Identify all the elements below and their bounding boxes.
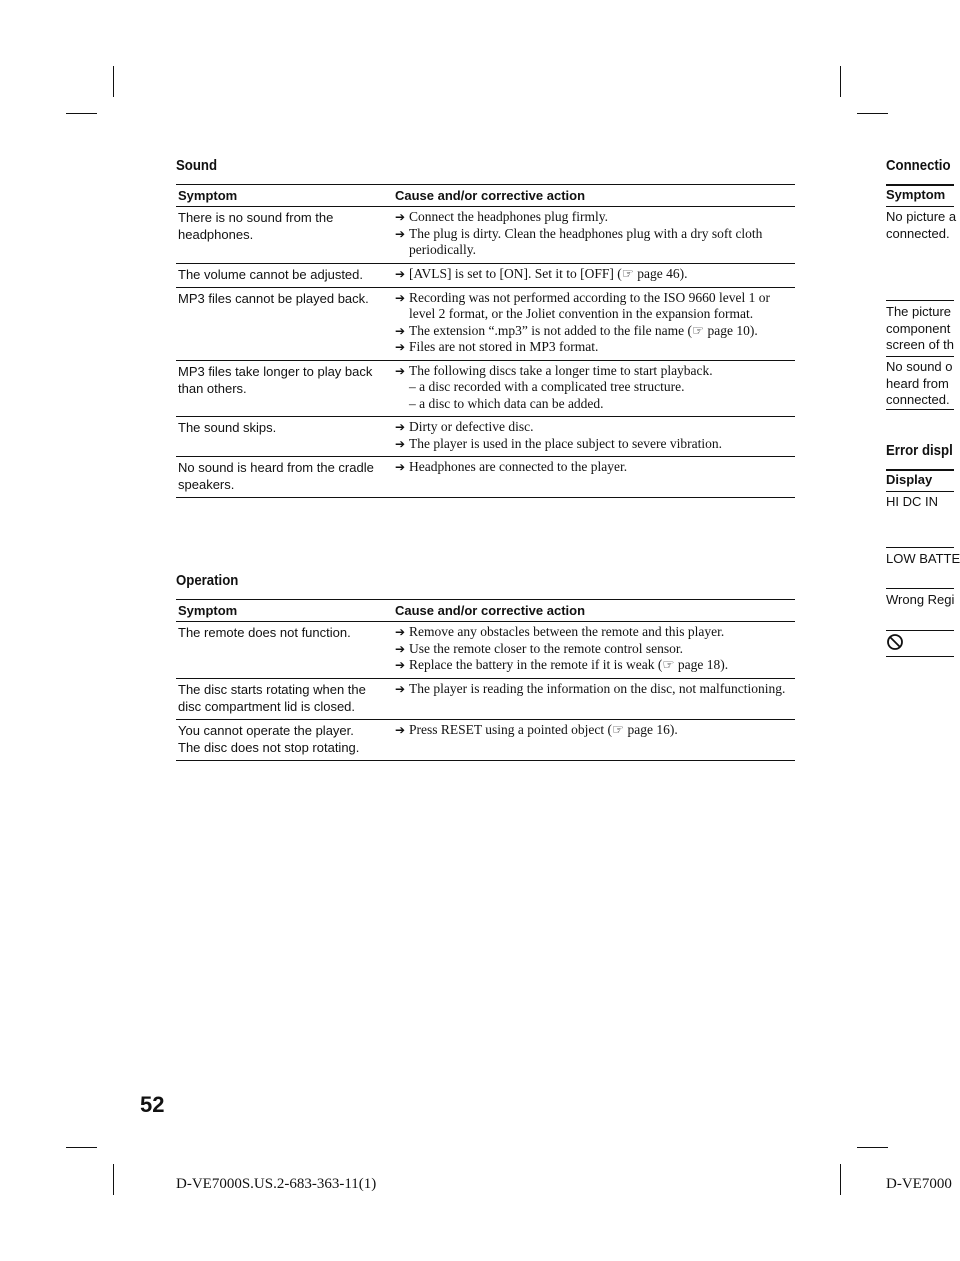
symptom-text: disc compartment lid is closed. [178,698,356,714]
action-text: Dirty or defective disc. [409,419,534,434]
symptom-text: The remote does not function. [178,625,351,640]
table-rule [886,469,954,471]
symptom-text: headphones. [178,227,254,242]
page-number: 52 [140,1092,165,1117]
table-rule [886,656,954,657]
arrow-icon: ➔ [395,210,406,224]
table-row [176,678,795,719]
crop-mark [66,113,97,114]
table-row [176,287,795,360]
symptom-text: MP3 files cannot be played back. [178,290,369,306]
symptom-text: speakers. [178,477,235,492]
symptom-text: The sound skips. [178,420,277,435]
arrow-icon: ➔ [395,363,406,378]
cell-line: No sound o [886,359,953,374]
arrow-icon: ➔ [395,323,406,338]
cell-line: connected. [886,392,950,407]
arrow-icon: ➔ [395,226,406,241]
action-sub-item: – a disc recorded with a complicated tree structure. [409,379,685,394]
table-row [176,207,795,264]
connection-section-title: Connectio [886,157,951,174]
action-text: Remove any obstacles between the remote and this player. [409,624,725,639]
right-conn-cell-2 [886,304,954,354]
error-display-section-title: Error displ [886,442,953,459]
action-item [395,681,793,698]
action-item [395,266,793,283]
symptom-text: The disc does not stop rotating. [178,739,360,755]
action-column-header: Cause and/or corrective action [393,600,795,622]
action-item [395,657,793,674]
table-rule [886,491,954,492]
symptom-text: No sound is heard from the cradle [178,460,374,475]
action-sub-item: – a disc to which data can be added. [409,395,604,411]
table-rule [886,409,954,410]
right-conn-cell-1 [886,209,956,242]
symptom-cell [176,417,393,457]
symptom-text: than others. [178,380,247,396]
action-text: The player is reading the information on the disc, not malfunctioning. [409,680,786,696]
crop-mark [857,113,888,114]
right-symptom-header: Symptom [886,187,946,202]
sound-section-title: Sound [176,157,218,174]
action-item [395,436,793,453]
table-rule [886,588,954,589]
symptom-cell [176,287,393,360]
action-item [395,209,793,226]
cell-line: component [886,320,951,336]
arrow-icon: ➔ [395,625,406,639]
sound-troubleshooting-table [176,184,795,498]
arrow-icon: ➔ [395,436,406,451]
symptom-text: The disc starts rotating when the [178,681,366,697]
table-row [176,417,795,457]
cell-line: connected. [886,225,950,241]
action-cell [393,207,795,264]
table-row [176,263,795,287]
action-item [395,419,793,436]
footer-document-code-right: D-VE7000 [886,1176,952,1192]
right-conn-cell-3 [886,359,953,409]
action-item [395,339,793,356]
crop-mark [840,1164,841,1195]
footer-document-code: D-VE7000S.US.2-683-363-11(1) [176,1176,377,1192]
crop-mark [113,1164,114,1195]
action-text: Connect the headphones plug firmly. [409,209,608,224]
table-rule [886,300,954,301]
table-row [176,457,795,498]
action-item [395,323,793,340]
right-display-cell: LOW BATTE [886,551,960,566]
symptom-cell [176,360,393,417]
symptom-cell [176,207,393,264]
action-cell [393,622,795,679]
arrow-icon: ➔ [395,722,406,737]
table-header-row [176,600,795,622]
crop-mark [840,66,841,97]
symptom-cell [176,457,393,498]
arrow-icon: ➔ [395,420,406,434]
cell-line: The picture [886,304,952,319]
action-cell [393,678,795,719]
action-text: [AVLS] is set to [ON]. Set it to [OFF] (☞ page 46). [409,265,688,281]
action-text: Headphones are connected to the player. [409,459,628,474]
crop-mark [66,1147,97,1148]
cell-line: screen of th [886,337,954,352]
action-item [395,363,793,380]
action-text: The player is used in the place subject to severe vibration. [409,435,723,451]
action-cell [393,719,795,760]
action-cell [393,457,795,498]
table-row [176,622,795,679]
operation-section-title: Operation [176,572,239,589]
arrow-icon: ➔ [395,641,406,656]
arrow-icon: ➔ [395,681,406,696]
cell-line: No picture a [886,209,957,224]
action-item [395,641,793,658]
action-cell [393,360,795,417]
crop-mark [857,1147,888,1148]
symptom-column-header: Symptom [176,600,393,622]
action-text: Use the remote closer to the remote control sensor. [409,640,684,656]
action-text: Recording was not performed according to the ISO 9660 level 1 or level 2 format, or the Joliet convention in the expansion format. [409,289,771,321]
action-item [395,624,793,641]
symptom-text: MP3 files take longer to play back [178,363,373,379]
action-text: The extension “.mp3” is not added to the file name (☞ page 10). [409,322,758,338]
arrow-icon: ➔ [395,460,406,474]
action-item [395,226,793,259]
table-rule [886,630,954,631]
table-row [176,360,795,417]
right-display-cell: Wrong Regi [886,592,955,607]
table-rule [886,356,954,357]
arrow-icon: ➔ [395,658,406,672]
cell-line: heard from [886,375,949,391]
prohibited-icon [886,633,904,656]
symptom-cell [176,719,393,760]
action-text: Press RESET using a pointed object (☞ page 16). [409,721,678,737]
operation-troubleshooting-table [176,599,795,761]
arrow-icon: ➔ [395,340,406,354]
action-item [395,290,793,323]
action-text: Replace the battery in the remote if it is weak (☞ page 18). [409,657,729,672]
table-row [176,719,795,760]
action-cell [393,417,795,457]
action-text: The following discs take a longer time to start playback. [409,362,713,378]
action-cell [393,263,795,287]
action-text: The plug is dirty. Clean the headphones plug with a dry soft cloth periodically. [409,225,763,257]
right-display-header: Display [886,472,933,487]
table-header-row [176,185,795,207]
symptom-text: You cannot operate the player. [178,722,354,738]
symptom-text: There is no sound from the [178,210,334,225]
symptom-cell [176,622,393,679]
right-display-cell: HI DC IN [886,494,938,509]
arrow-icon: ➔ [395,290,406,305]
symptom-column-header: Symptom [176,185,393,207]
arrow-icon: ➔ [395,266,406,281]
action-text: Files are not stored in MP3 format. [409,339,599,354]
action-item [395,459,793,476]
symptom-text: The volume cannot be adjusted. [178,266,364,282]
crop-mark [113,66,114,97]
action-cell [393,287,795,360]
symptom-cell [176,263,393,287]
table-rule [886,206,954,207]
symptom-cell [176,678,393,719]
table-rule [886,547,954,548]
action-item [395,722,793,739]
action-column-header: Cause and/or corrective action [393,185,795,207]
table-rule [886,184,954,186]
